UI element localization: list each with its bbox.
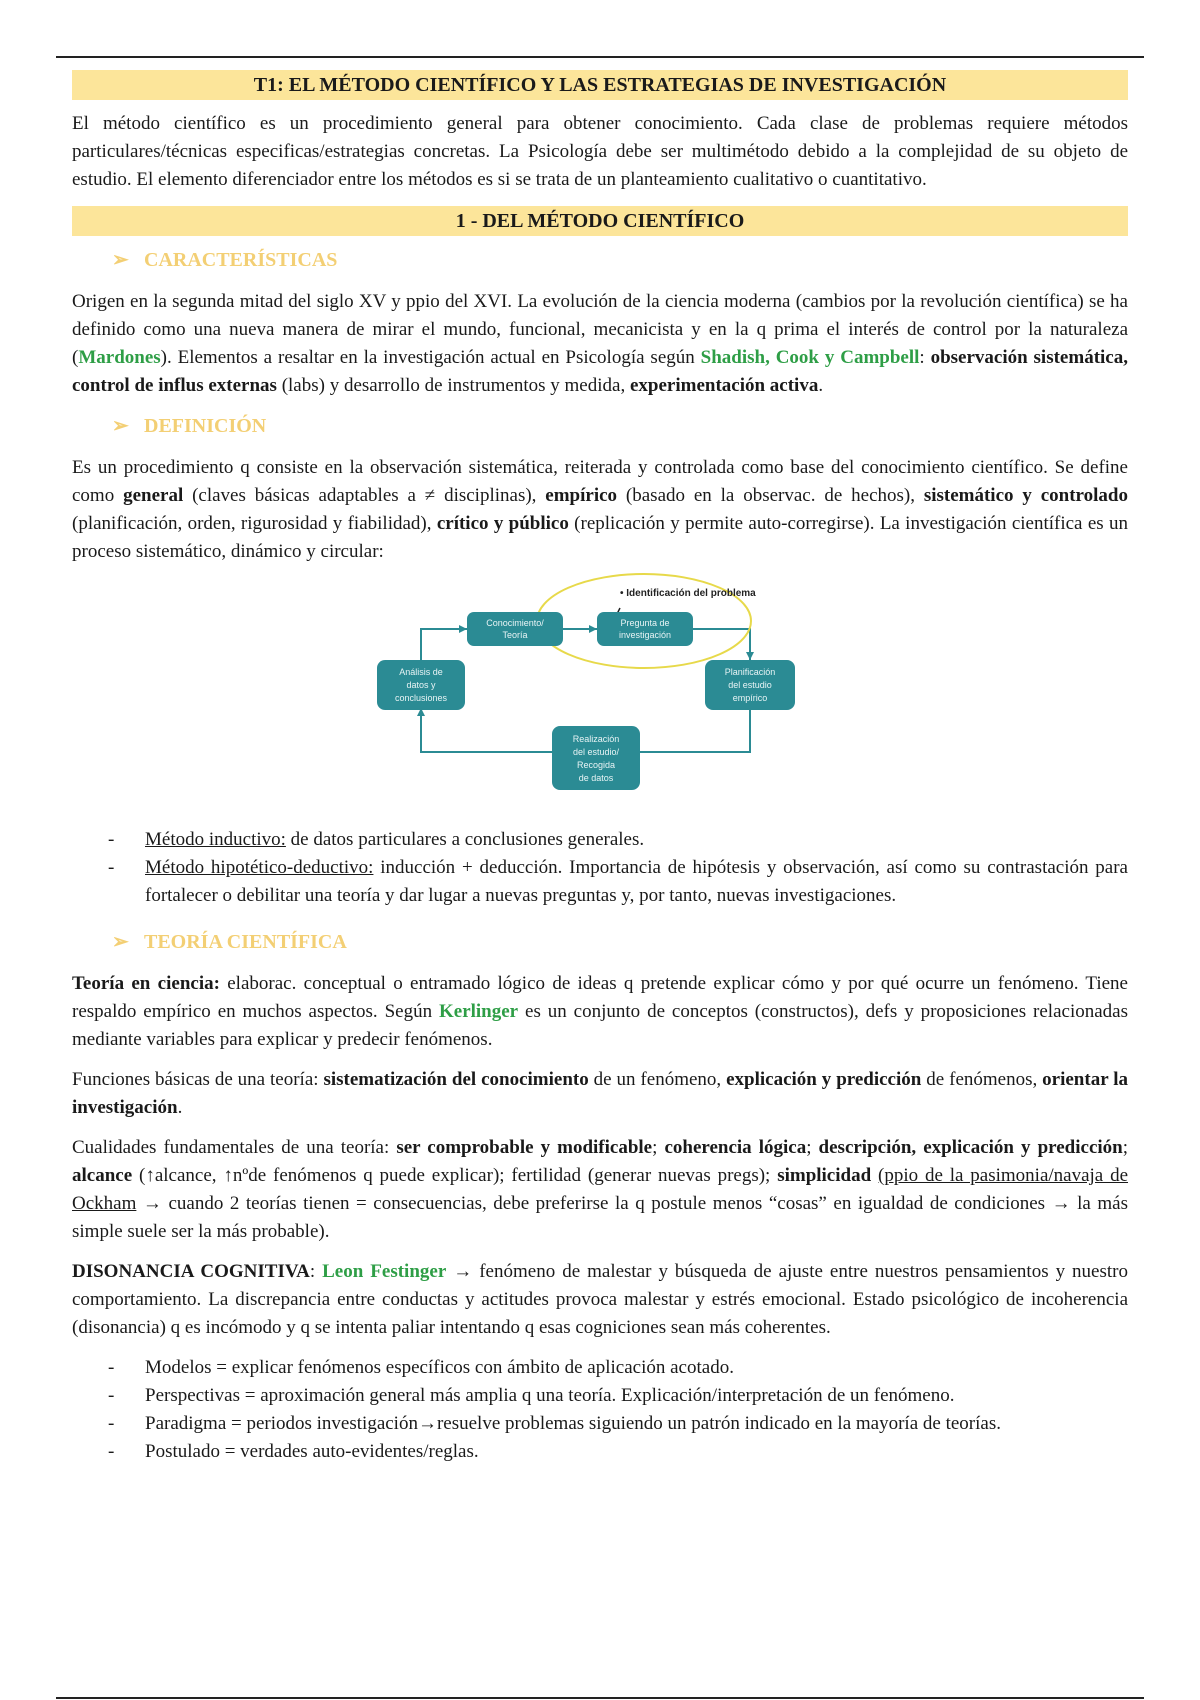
intro-paragraph: El método científico es un procedimiento general para obtener conocimiento. Cada clase de problemas requiere métodos particulares/técnicas especificas/estrategias concretas. La Psicología debe ser multimétodo debido a la complejidad de su objeto de estudio. El elemento diferenciador entre los métodos es si se trata de un planteamiento cualitativo o cuantitativo.: [72, 113, 1128, 190]
svg-text:Conocimiento/: Conocimiento/: [486, 618, 544, 628]
caracteristicas-paragraph: Origen en la segunda mitad del siglo XV y ppio del XVI. La evolución de la ciencia moderna (cambios por la revolución científica) se ha definido como una nueva manera de mirar el mundo, funcional, mecanicista y en la q prima el interés de control por la naturaleza (Mardones). Elementos a resaltar en la investigación actual en Psicología según Shadish, Cook y Campbell: observación sistemática, control de influs externas (labs) y desarrollo de instrumentos y medida, experimentación activa.: [72, 291, 1128, 396]
list-item: - Paradigma = periodos investigación→resuelve problemas siguiendo un patrón indicado en la mayoría de teorías.: [108, 1413, 1001, 1434]
methods-list: [72, 826, 1128, 910]
svg-text:del estudio: del estudio: [728, 680, 772, 690]
list-item: - Perspectivas = aproximación general más amplia q una teoría. Explicación/interpretación de un fenómeno.: [108, 1385, 955, 1406]
cualidades-paragraph: Cualidades fundamentales de una teoría: ser comprobable y modificable; coherencia lógica; descripción, explicación y predicción; alcance (↑alcance, ↑nºde fenómenos q puede explicar); fertilidad (generar nuevas pregs); simplicidad (ppio de la pasimonia/navaja de Ockham → cuando 2 teorías tienen = consecuencias, debe preferirse la q postule menos “cosas” en igualdad de condiciones → la más simple suele ser la más probable).: [72, 1137, 1129, 1242]
list-item: - Método inductivo: de datos particulares a conclusiones generales.: [108, 829, 645, 850]
svg-text:empírico: empírico: [732, 693, 768, 703]
svg-text:del estudio/: del estudio/: [572, 747, 620, 757]
top-rule: [56, 56, 1144, 58]
subheading-label: DEFINICIÓN: [144, 415, 267, 437]
svg-text:Realización: Realización: [572, 734, 620, 744]
svg-text:datos y: datos y: [406, 680, 436, 690]
diagram-node-conocimiento: [467, 612, 563, 646]
list-item: - Modelos = explicar fenómenos específicos con ámbito de aplicación acotado.: [108, 1357, 734, 1378]
author-mardones: Mardones: [78, 347, 161, 368]
section-title: 1 - DEL MÉTODO CIENTÍFICO: [72, 206, 1128, 236]
arrow-bullet-icon: ➢: [112, 931, 129, 953]
subheading-definicion: [112, 412, 1128, 440]
arrow-bullet-icon: ➢: [112, 415, 129, 437]
teoria-paragraph: Teoría en ciencia: elaborac. conceptual o entramado lógico de ideas q pretende explicar cómo y por qué ocurre un fenómeno. Tiene respaldo empírico en muchos aspectos. Según Kerlinger es un conjunto de conceptos (constructos), defs y proposiciones relacionadas mediante variables para explicar y predecir fenómenos.: [72, 973, 1128, 1050]
author-festinger: Leon Festinger: [322, 1261, 447, 1282]
svg-text:Planificación: Planificación: [724, 667, 776, 677]
diagram-node-pregunta: [597, 612, 693, 646]
subheading-teoria: [112, 928, 1128, 956]
svg-text:Análisis de: Análisis de: [399, 667, 443, 677]
svg-text:de datos: de datos: [578, 773, 614, 783]
subheading-label: TEORÍA CIENTÍFICA: [144, 931, 347, 953]
subheading-caracteristicas: [112, 246, 1128, 274]
svg-text:Teoría: Teoría: [502, 630, 528, 640]
subheading-label: CARACTERÍSTICAS: [144, 249, 338, 271]
research-cycle-diagram: [72, 572, 1128, 814]
svg-text:Recogida: Recogida: [576, 760, 616, 770]
bottom-rule: [56, 1697, 1144, 1699]
disonancia-paragraph: DISONANCIA COGNITIVA: Leon Festinger → fenómeno de malestar y búsqueda de ajuste entre nuestros pensamientos y nuestro comportamiento. La discrepancia entre conductas y actitudes provoca malestar y estrés emocional. Estado psicológico de incoherencia (disonancia) q es incómodo y q se intenta paliar intentando q esas cogniciones sean más coherentes.: [72, 1261, 1128, 1338]
svg-text:investigación: investigación: [618, 630, 672, 640]
definicion-paragraph: Es un procedimiento q consiste en la observación sistemática, reiterada y controlada como base del conocimiento científico. Se define como general (claves básicas adaptables a ≠ disciplinas), empírico (basado en la observac. de hechos), sistemático y controlado (planificación, orden, rigurosidad y fiabilidad), crítico y público (replicación y permite auto-corregirse). La investigación científica es un proceso sistemático, dinámico y circular:: [72, 457, 1128, 562]
definitions-list: [72, 1354, 1128, 1466]
author-shadish-cook-campbell: Shadish, Cook y Campbell: [700, 347, 920, 368]
diagram-node-analisis: [377, 660, 465, 710]
document-page: [72, 70, 1128, 1466]
svg-text:Pregunta de: Pregunta de: [620, 618, 670, 628]
svg-text:conclusiones: conclusiones: [394, 693, 448, 703]
arrow-bullet-icon: ➢: [112, 249, 129, 271]
page-title: T1: EL MÉTODO CIENTÍFICO Y LAS ESTRATEGIAS DE INVESTIGACIÓN: [72, 70, 1128, 100]
author-kerlinger: Kerlinger: [438, 1001, 519, 1022]
funciones-paragraph: Funciones básicas de una teoría: sistematización del conocimiento de un fenómeno, explicación y predicción de fenómenos, orientar la investigación.: [72, 1069, 1128, 1118]
diagram-node-realizacion: [552, 726, 640, 790]
diagram-annotation: • Identificación del problema: [620, 588, 756, 599]
list-item: - Método hipotético-deductivo: inducción + deducción. Importancia de hipótesis y observación, así como su contrastación para fortalecer o debilitar una teoría y dar lugar a nuevas preguntas y, por tanto, nuevas investigaciones.: [108, 857, 1128, 906]
list-item: - Postulado = verdades auto-evidentes/reglas.: [108, 1441, 479, 1462]
diagram-node-planificacion: [705, 660, 795, 710]
